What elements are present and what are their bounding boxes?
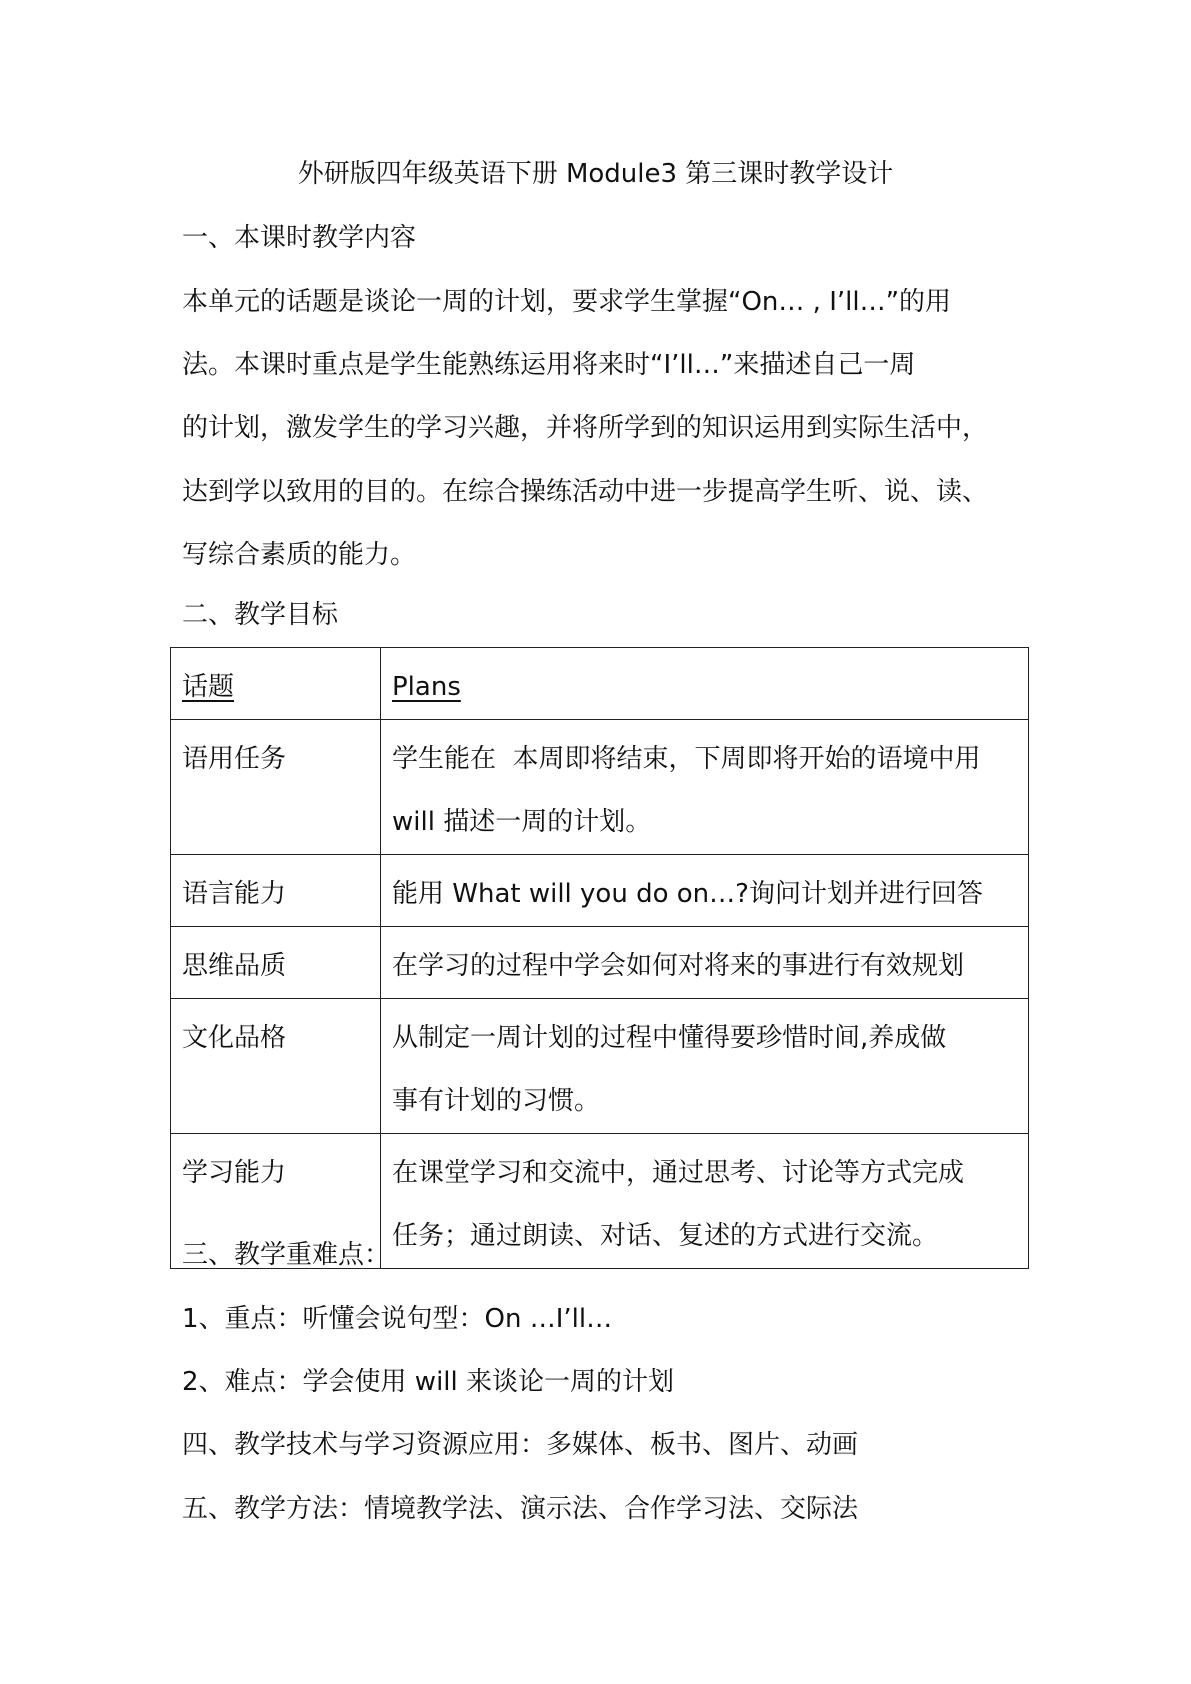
section3-heading: 三、教学重难点： bbox=[182, 1240, 391, 1270]
section5-text: 五、教学方法：情境教学法、演示法、合作学习法、交际法 bbox=[182, 1494, 859, 1524]
section1-paragraph-line: 法。本课时重点是学生能熟练运用将来时“I’ll…”来描述自己一周 bbox=[182, 350, 916, 380]
row-content-line: 在课堂学习和交流中，通过思考、讨论等方式完成 bbox=[392, 1158, 965, 1188]
topic-label: 话题 bbox=[182, 672, 235, 702]
row-content bbox=[381, 999, 1029, 1134]
topic-value: Plans bbox=[392, 672, 461, 702]
row-label: 文化品格 bbox=[171, 999, 381, 1134]
table-row bbox=[171, 927, 1029, 999]
table-header-row bbox=[171, 648, 1029, 720]
table-row bbox=[171, 720, 1029, 855]
row-content-line: 学生能在 本周即将结束，下周即将开始的语境中用 bbox=[392, 744, 981, 774]
section2-heading: 二、教学目标 bbox=[182, 600, 339, 630]
row-label: 语言能力 bbox=[171, 855, 381, 927]
row-content-line: 任务；通过朗读、对话、复述的方式进行交流。 bbox=[392, 1221, 939, 1251]
section1-paragraph-line: 本单元的话题是谈论一周的计划，要求学生掌握“On… , I’ll…”的用 bbox=[182, 287, 952, 317]
difficulty-item: 2、难点：学会使用 will 来谈论一周的计划 bbox=[182, 1367, 675, 1397]
row-content-line: 事有计划的习惯。 bbox=[392, 1086, 601, 1116]
row-content bbox=[381, 855, 1029, 927]
row-content bbox=[381, 720, 1029, 855]
section1-heading: 一、本课时教学内容 bbox=[182, 223, 417, 253]
row-label: 语用任务 bbox=[171, 720, 381, 855]
row-label: 学习能力 bbox=[171, 1134, 381, 1269]
objectives-table bbox=[170, 647, 1029, 1269]
key-point-item: 1、重点：听懂会说句型：On …I’ll… bbox=[182, 1304, 613, 1334]
document-title: 外研版四年级英语下册 Module3 第三课时教学设计 bbox=[297, 159, 894, 189]
row-content bbox=[381, 927, 1029, 999]
row-label: 思维品质 bbox=[171, 927, 381, 999]
row-content-line: 从制定一周计划的过程中懂得要珍惜时间,养成做 bbox=[392, 1023, 947, 1053]
row-content-line: 在学习的过程中学会如何对将来的事进行有效规划 bbox=[392, 951, 965, 981]
row-content-line: 能用 What will you do on…?询问计划并进行回答 bbox=[392, 879, 983, 909]
table-row bbox=[171, 999, 1029, 1134]
section4-text: 四、教学技术与学习资源应用：多媒体、板书、图片、动画 bbox=[182, 1430, 859, 1460]
row-content bbox=[381, 1134, 1029, 1269]
section1-paragraph-line: 达到学以致用的目的。在综合操练活动中进一步提高学生听、说、读、 bbox=[182, 477, 989, 507]
section1-paragraph-line: 写综合素质的能力。 bbox=[182, 540, 417, 570]
section1-paragraph-line: 的计划，激发学生的学习兴趣，并将所学到的知识运用到实际生活中， bbox=[182, 413, 989, 443]
table-header-value-cell bbox=[381, 648, 1029, 720]
row-content-line: will 描述一周的计划。 bbox=[392, 807, 652, 837]
table-row bbox=[171, 855, 1029, 927]
table-header-label-cell bbox=[171, 648, 381, 720]
